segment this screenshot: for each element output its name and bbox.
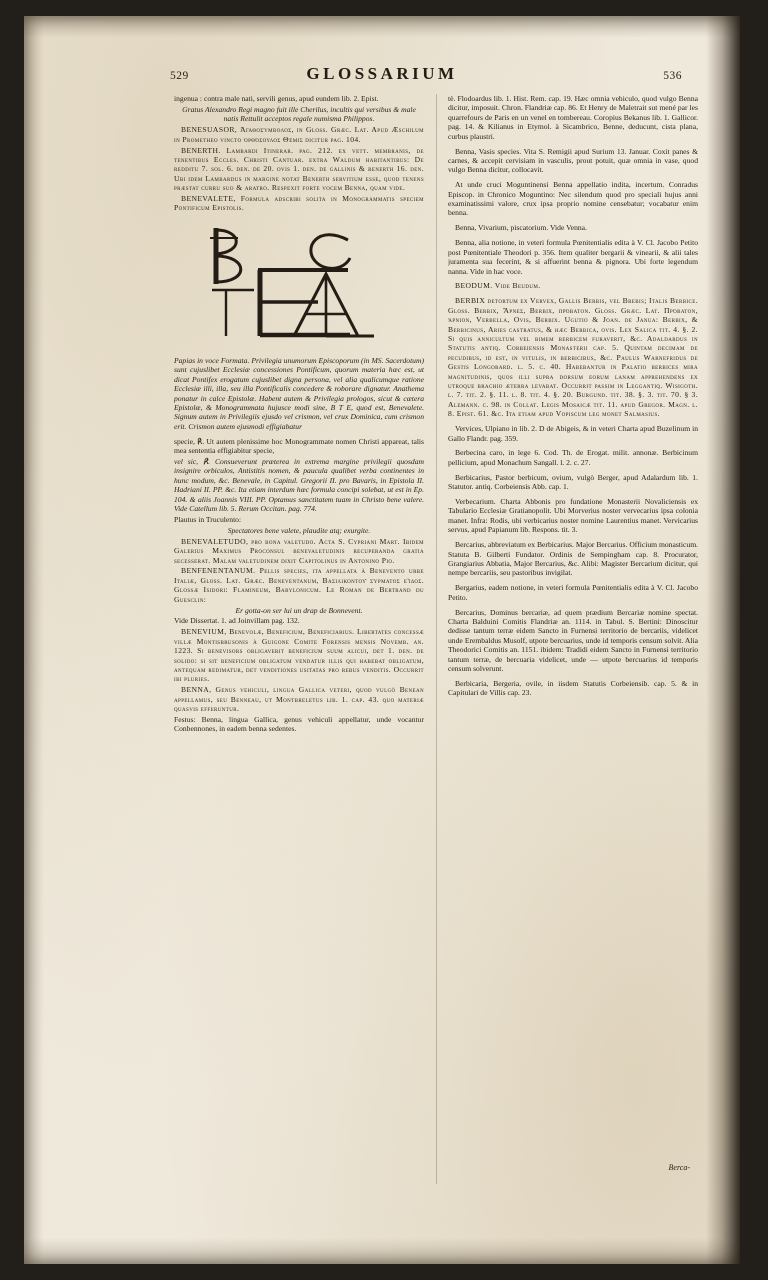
paragraph: At unde cruci Moguntinensi Benna appellatio indita, incertum. Conradus Episcop. in Chronico Moguntino: Nec silendum quod pro speciali hujus anni examinatissimi valore, crux ipsa proprio nomine censebatur; vocabatur enim benna. [448,180,698,218]
paragraph: vel sic, ℟. Consueverunt præterea in extrema margine privilegii quosdam insignire orbiculos, Antistitis nomen, & paucula qualibet verba continentes in hunc modum, &c. Benevale, in Capitul. Gregorii II. pro Bavaris, in Epistola II. Hadriani II. PP. &c. Ita etiam interdum hæc formula concipi solebat, ut est in Ep. 104. & aliis Joannis VIII. PP. Optamus sanctitatem tuam in Christo bene valere. Vide Catellum lib. 5. Rerum Occitan. pag. 774. [174,456,424,513]
verse-quote: Er gotta-on ser lui un drap de Bonnevent. [235,605,363,615]
dictionary-entry: BENESUASOR, Ἀγαθοσύμβολος, in Gloss. Græc. Lat. Apud Æschilum in Prometheo vincto ὁρθόσουλος Θέμις dicitur pag. 104. [174,125,424,144]
dictionary-entry: BENNA, Genus vehiculi, lingua Gallica veteri, quod vulgò Benean appellamus, seu Benneau, ut Montbreletus lib. 1. cap. 43. quo materiæ quasvis efferuntur. [174,685,424,714]
paragraph: tè. Flodoardus lib. 1. Hist. Rem. cap. 19. Hæc omnia vehiculo, quod vulgo Benna dicitur, imposuit. Chron. Flandriæ cap. 86. Et Henry de Maletrait sut mené par les quarrefours de Paris en un venel en tombereau. Coropius Bekanus lib. 1. Gallicor. pag. 14. & Kilianus in Etymol. à Sicambrico, Benne, deducunt, cista plana, curbus plaustri. [448,94,698,141]
dictionary-entry: Berbicaria, Bergeria, ovile, in iisdem Statutis Corbeiensib. cap. 5. & in Capitulari de Villis cap. 23. [448,678,698,698]
folio-number-right: 536 [663,70,682,82]
manuscript-page [24,16,740,1264]
two-column-body [174,94,698,1194]
paragraph: Benna, Vasis species. Vita S. Remigii apud Surium 13. Januar. Coxit panes & carnes, & accepit cervisiam in vasculis, prout potuit, quæ omnia in vase, quod vulgo Benna dicitur, collocavit. [448,146,698,175]
dictionary-entry: BENERTH. Lambardi Itinerar. pag. 212. ex vett. membranis, de tenentibus Eccles. Christi Cantuar. extra Waldum habitantibus: De redditu 7. sol. 6. den. de 20. ovis 1. den. de gallinis & benerth 16. den. Ubi idem Lambardus in margine notat Benerth servitium esse, quod tenens præstat curru suo & aratro. Respexit forte vocem Benna, quam vide. [174,145,424,193]
paragraph: Berbecina caro, in lege 6. Cod. Th. de Erogat. milit. annonæ. Berbicinum pellicium, apud Monachum Sangall. l. 2. c. 27. [448,448,698,467]
dictionary-entry: Verbecarium. Charta Abbonis pro fundatione Monasterii Novaliciensis ex Tabulario Ecclesiæ Gratianopolit. Ubi Morverius noster vervecarius ipsa colonia manet. Infra: Rodis, ubi verbicarius noster nomine Laurentius manet. Vervicarius servus, apud Papianum lib. Respons. tit. 3. [448,497,698,535]
left-column [174,94,424,1194]
paragraph: Plautus in Truculento: [174,514,242,524]
dictionary-entry: BENEVALETE, Formula adscribi solita in Monogrammatis speciem Pontificum Epistolis. [174,194,424,213]
dictionary-entry: BEODUM. Vide Beudum. [455,281,541,291]
verse-quote: Gratus Alexandro Regi magno fuit ille Cherilus, incultis qui versibus & male natis Rettulit acceptos regale numisma Philippos. [182,104,416,124]
paragraph: Vide Dissertat. 1. ad Joinvillam pag. 132. [174,616,300,626]
paragraph: specie, ℟. Ut autem plenissime hoc Monogrammate nomen Christi appareat, talis mea sententia effigiabitur specie, [174,436,424,456]
dictionary-entry: Bercarius, Dominus bercariæ, ad quem prædium Bercariæ nomine spectat. Charta Balduini Comitis Flandriæ an. 1114. in Tabul. S. Bertini: Dinoscitur dedisse tantum terræ eidem Sancto in Furnensi territorio de bercariis, videlicet unde Erembaldus Musolf, utpote bercuarius, unde id temporis censum solvit. Alia Theodorici Comitis an. 1151. ibidem: Tradidi eidem Sancto in Furnensi territorio tantum terræ, de bercuaria videlicet, unde — utpote bercuarius id temporis censum solverunt. [448,607,698,674]
dictionary-entry: Berbicarius, Pastor berbicum, ovium, vulgò Berger, apud Adalardum lib. 1. Statutor. antiq. Corbeiensis Abb. cap. 1. [448,472,698,492]
paragraph: ingenua : contra male nati, servili genus, apud eundem lib. 2. Epist. [174,94,379,103]
paragraph: Festus: Benna, lingua Gallica, genus vehiculi appellatur, unde vocantur Conbennones, in eadem benna sedentes. [174,715,424,734]
dictionary-entry: BENFENENTANUM. Pellis species, ita appellata à Benevento urbe Italiæ, Gloss. Lat. Græc. Beneventanum, Βασιλικοντοῦ σύρματος εἶδος. Glossæ Isidori: Flamineum, Babylonicum. Le Roman de Bertrand du Guesclin: [174,566,424,604]
dictionary-entry: BENEVIUM, Benevolæ, Beneficium, Beneficiarius. Libertates concessæ villæ Montisbrusonis à Guigone Comite Forensis mensis Novemb. an. 1223. Si benevisors obligaverit beneficium suum alicui, det 1. den. de solido: si sit beneficium obligatum vendatur illis qui habebat obligatum, antequam redimatur, det venditiones usitatas pro rebus venditis. Occurrit ibi pluries. [174,627,424,684]
dictionary-entry: Bercarius, abbreviatum ex Berbicarius. Major Bercarius. Officium monasticum. Statuta B. Gilberti Fundator. Ordinis de Sempingham cap. 8. Procurator, Grangiarius Abbatia, Major Bercarius, &c. Alibi: Magister Bercarium dicitur, qui nempe bercariis, seu pastoribus invigilat. [448,540,698,578]
dictionary-entry: Bergarius, eadem notione, in veteri formula Pœnitentialis edita à V. Cl. Jacobo Petito. [448,583,698,602]
paragraph: Papias in voce Formata. Privilegia unumorum Episcoporum (in MS. Sacerdotum) sunt cujuslibet Ecclesiæ concessiones Pontificum, quorum materia hæc est, ut dicat Pontifex erogatum cujuslibet digna persona, vel alia qualicumque ratione Ecclesiæ illi, illa, seu illa Pontificalis concedere & roborare dignatur. Anathema ponatur in calce Epistolæ. Habent autem & Privilegia prologos, sicut & cætera Epistolæ, & Monogrammata hujusce modi sine, B T E, quod est, Benevalete. Signum autem in Privilegiis ejusdo vel crismon, vel crux Dominica, cum crismon erit. Crismon autem ejusmodi effigiabatur [174,355,424,431]
page-content [24,16,740,1264]
dictionary-entry: BENEVALETUDO, pro bona valetudo. Acta S. Cypriani Mart. Ibidem Galerius Maximus Proconsul benevaletudinis recuperanda gratia secesserat. Malam valetudinem dixit Capitolinus in Antonino Pio. [174,536,424,565]
dictionary-entry: BERBIX detortum ex Vervex, Gallis Berbis, vel Brebis; Italis Berbice. Gloss. Berbix, Ἄρνες, Berbix, πρόβατον. Gloss. Græc. Lat. Πρόβατον, ἄρνιον, Verbella, Ovis, Berbix. Ugutio & Joan. de Janua: Berbix, & Berbicinus, Aries castratus, & hæc Berbica, ovis. Lex Salica tit. 4. §. 2. Si quis annicultum vel bimem berbicem furaverit, &c. Adaldardus in Statutis antiq. Corbeiensis Monasterii cap. 5. Quintam decimam de pecudibus, id est, in vitulis, in berbicibus, &c. Paulus Warnefridus de Gestis Longobard. l. 5. c. 40. Habebantur in Palatio berbices mira magnitudinis, quos illi supra dorsum eorum lanam apprehendens ex utroque brachio æterra levabat. Occurrit passim in Leggantiq. Wisigoth. l. 7. tit. 2. §. 11. l. 8. tit. 4. §. 20. Burgund. tit. 38. §. 3. tit. 70. § 3. Alemann. c. 98. in Collat. Legis Mosaicæ tit. 11. apud Gregor. Magn. l. 8. Epist. 61. &c. Ita etiam apud Vopiscum leg monet Salmasius. [448,296,698,419]
column-divider [436,94,437,1184]
catchword: Berca- [668,1163,690,1172]
paragraph: Benna, alia notione, in veteri formula Pœnitentialis edita à V. Cl. Jacobo Petito post Pœnitentiale Theodori p. 356. Item qualiter bergarii & vinearii, & alii tales juramenta sua fecerint, & si affuerint benna & pignora. Ubi forte legendum nanna. Vide in hac voce. [448,238,698,276]
paragraph: Vervices, Ulpiano in lib. 2. D de Abigeis, & in veteri Charta apud Buzelinum in Gallo Flandr. pag. 359. [448,424,698,443]
right-column [448,94,698,1194]
benevalete-monogram [174,218,424,350]
verse-quote: Spectatores bene valete, plaudite atq; exurgite. [227,525,371,535]
folio-number-left: 529 [170,70,189,82]
paragraph: Benna, Vivarium, piscatorium. Vide Venna. [455,223,587,233]
running-title: GLOSSARIUM [306,64,458,83]
